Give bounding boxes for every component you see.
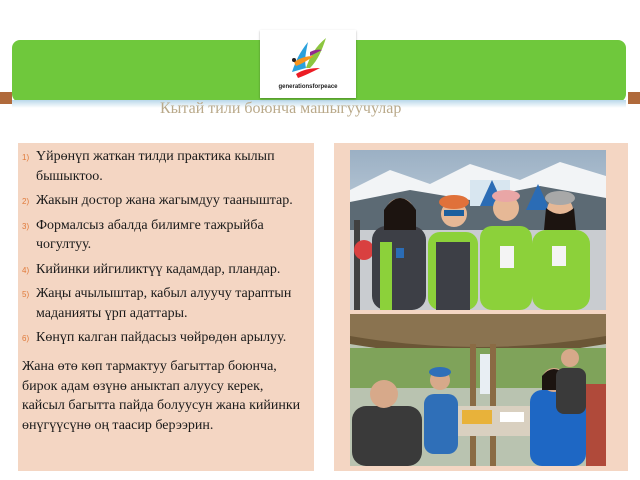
list-item bbox=[22, 260, 308, 280]
group-photo-ski-resort bbox=[350, 150, 606, 310]
list-number: 3) bbox=[22, 221, 30, 231]
list-item bbox=[22, 284, 308, 323]
list-item-text: Кийинки ийгиликтүү кадамдар, пландар. bbox=[36, 261, 281, 277]
slide-title: Кытай тили боюнча машыгуучулар bbox=[160, 100, 402, 117]
list-number: 4) bbox=[22, 265, 30, 275]
dove-icon bbox=[286, 32, 330, 84]
list-number: 2) bbox=[22, 197, 30, 206]
list-item-text: Жаңы ачылыштар, кабыл алуучу тараптын маданияты үрп адаттары. bbox=[36, 286, 292, 321]
list-item bbox=[22, 147, 308, 186]
list-item-text: Формалсыз абалда билимге тажрыйба чогултуу. bbox=[36, 217, 264, 252]
list-item bbox=[22, 191, 308, 211]
summary-paragraph: Жана өтө көп тармактуу багыттар боюнча, бирок адам өзүнө аныктап алуусу керек, кайсыл багытта пайда болуусун жана кийинки өнүгүүсүнө оң таасир берээрин. bbox=[22, 359, 301, 433]
right-accent-bar bbox=[628, 92, 640, 104]
list-number: 1) bbox=[22, 153, 30, 162]
logo-wordmark: generationsforpeace bbox=[278, 84, 338, 90]
list-item-text: Үйрөнүп жаткан тилди практика кылып бышыктоо. bbox=[36, 149, 275, 184]
list-number: 5) bbox=[22, 290, 30, 299]
benefits-list bbox=[22, 147, 308, 353]
group-photo-gazebo bbox=[350, 314, 606, 466]
text-panel bbox=[18, 143, 314, 471]
generations-for-peace-logo bbox=[260, 30, 356, 98]
list-item-text: Көнүп калган пайдасыз чөйрөдөн арылуу. bbox=[36, 330, 287, 345]
list-number: 6) bbox=[22, 334, 30, 343]
list-item bbox=[22, 328, 308, 348]
list-item-text: Жакын достор жана жагымдуу тааныштар. bbox=[36, 193, 293, 208]
list-item bbox=[22, 216, 308, 255]
left-accent-bar bbox=[0, 92, 12, 104]
